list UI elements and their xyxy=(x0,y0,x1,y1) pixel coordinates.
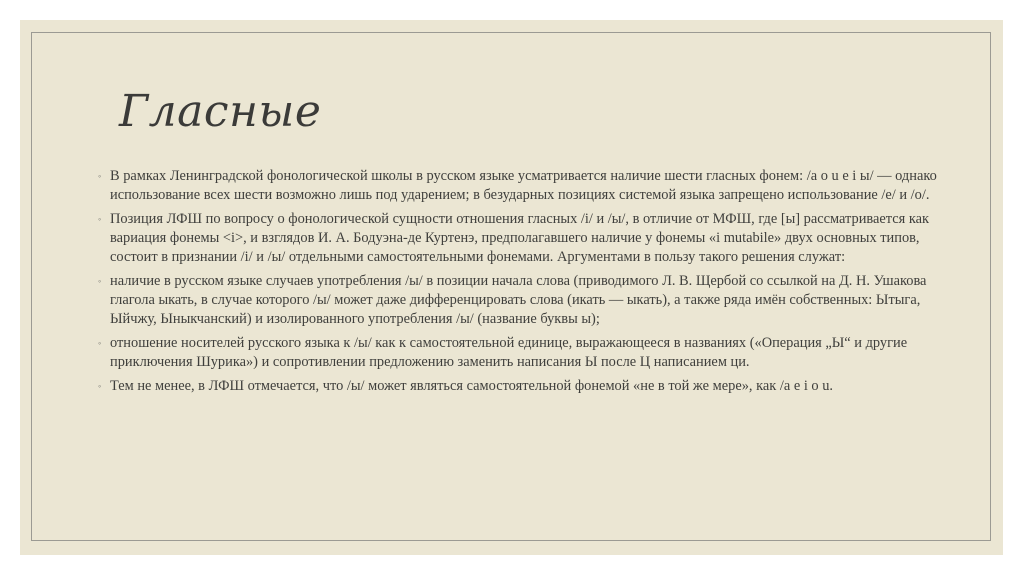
bullet-item xyxy=(98,334,950,372)
bullet-marker-icon: ◦ xyxy=(98,276,102,286)
bullet-text: наличие в русском языке случаев употребления /ы/ в позиции начала слова (приводимого Л. В. Щербой со ссылкой на Д. Н. Ушакова глагола ыкать, в случае которого /ы/ может даже дифференцировать слова (икать — ыкать), а также ряда имён собственных: Ытыга, Ыйчжу, Ыныкчанский) и изолированного употребления /ы/ (название буквы ы); xyxy=(110,273,927,327)
bullet-text: В рамках Ленинградской фонологической школы в русском языке усматривается наличие шести гласных фонем: /а о u е i ы/ — однако использование всех шести возможно лишь под ударением; в безударных позициях системой языка запрещено использование /е/ и /о/. xyxy=(110,168,937,203)
bullet-list xyxy=(98,167,950,401)
bullet-item xyxy=(98,167,950,205)
bullet-marker-icon: ◦ xyxy=(98,171,102,181)
bullet-marker-icon: ◦ xyxy=(98,338,102,348)
bullet-text: Позиция ЛФШ по вопросу о фонологической сущности отношения гласных /i/ и /ы/, в отличие от МФШ, где [ы] рассматривается как вариация фонемы <i>, и взглядов И. А. Бодуэна-де Куртенэ, предполагавшего наличие у фонемы «i mutabile» двух основных типов, состоит в признании /i/ и /ы/ отдельными самостоятельными фонемами. Аргументами в пользу такого решения служат: xyxy=(110,211,930,265)
bullet-item xyxy=(98,210,950,267)
bullet-text: Тем не менее, в ЛФШ отмечается, что /ы/ может являться самостоятельной фонемой «не в той же мере», как /а е i о u. xyxy=(110,378,834,394)
bullet-marker-icon: ◦ xyxy=(98,214,102,224)
bullet-item xyxy=(98,377,950,396)
bullet-text: отношение носителей русского языка к /ы/ как к самостоятельной единице, выражающееся в названиях («Операция „Ы“ и другие приключения Шурика») и сопротивлении предложению заменить написания Ы после Ц написанием ци. xyxy=(110,335,908,370)
bullet-item xyxy=(98,272,950,329)
slide-title: Гласные xyxy=(119,86,322,137)
bullet-marker-icon: ◦ xyxy=(98,381,102,391)
slide xyxy=(20,20,1003,555)
